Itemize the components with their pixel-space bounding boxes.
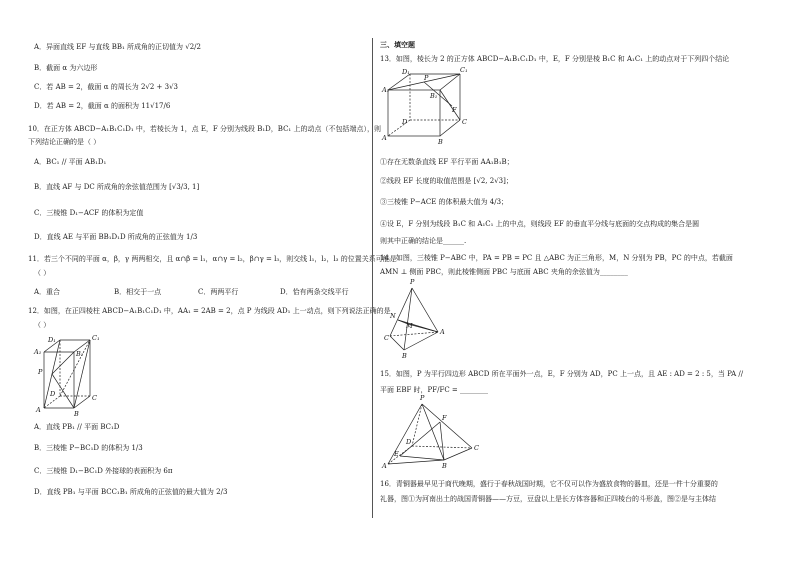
q11-option-c: C．两两平行 xyxy=(198,288,239,296)
q12-option-c: C．三棱锥 D₁−BC₁D 外接球的表面积为 6π xyxy=(34,467,173,475)
q13-answer-prompt: 则其中正确的结论是______. xyxy=(380,237,467,245)
q15-stem-line2: 平面 EBF 时，PF/FC = ________ xyxy=(380,386,489,394)
q12-prism-figure xyxy=(34,334,104,416)
q13-statement-3: ③三棱锥 P−ACE 的体积最大值为 4/3； xyxy=(380,198,509,206)
q10-stem-line2: 下列结论正确的是（ ） xyxy=(28,138,101,146)
q10-option-d: D．直线 AE 与平面 BB₁D₁D 所成角的正弦值为 1/3 xyxy=(34,233,198,241)
q11-option-a: A．重合 xyxy=(34,288,61,296)
q9-option-d: D．若 AB = 2，截面 α 的面积为 11√17/6 xyxy=(34,102,171,110)
q11-option-d: D．恰有两条交线平行 xyxy=(280,288,349,296)
label-a1: A₁ xyxy=(34,348,42,356)
q13-statement-2: ②线段 EF 长度的取值范围是 [√2, 2√3]； xyxy=(380,177,513,185)
label-d1: D₁ xyxy=(402,68,410,76)
label-b: B xyxy=(442,462,447,470)
label-p: P xyxy=(424,74,429,82)
label-m: M xyxy=(406,322,413,330)
label-p: P xyxy=(420,394,425,402)
q9-option-a: A．异面直线 EF 与直线 BB₁ 所成角的正切值为 √2/2 xyxy=(34,43,201,51)
label-a1: A₁ xyxy=(382,86,390,94)
q9-option-b: B．截面 α 为六边形 xyxy=(34,64,98,72)
label-f: F xyxy=(452,106,457,114)
q14-stem-line1: 14．如图，三棱锥 P−ABC 中，PA = PB = PC 且 △ABC 为正三角形，M，N 分别为 PB，PC 的中点，若截面 xyxy=(380,254,733,262)
q13-statement-4: ④设 E，F 分别为线段 B₁C 和 A₁C₁ 上的中点，则线段 EF 的垂直平分线与底面的交点构成的集合是圆 xyxy=(380,220,700,228)
label-b: B xyxy=(402,352,407,360)
q13-cube-figure xyxy=(382,68,468,144)
label-d: D xyxy=(402,118,408,126)
q10-stem-line1: 10．在正方体 ABCD−A₁B₁C₁D₁ 中，若棱长为 1，点 E，F 分别为线段 B₁D，BC₁ 上的动点（不包括端点），则 xyxy=(28,125,381,133)
label-f: F xyxy=(442,414,447,422)
q11-option-b: B．相交于一点 xyxy=(114,288,162,296)
q12-option-b: B．三棱锥 P−BC₁D 的体积为 1/3 xyxy=(34,444,143,452)
label-a: A xyxy=(36,406,41,414)
q10-option-c: C．三棱锥 D₁−ACF 的体积为定值 xyxy=(34,209,144,217)
label-c: C xyxy=(384,334,389,342)
label-c: C xyxy=(474,444,479,452)
q10-option-b: B．直线 AF 与 DC 所成角的余弦值范围为 [√3/3, 1] xyxy=(34,183,200,191)
q15-stem-line1: 15．如图，P 为平行四边形 ABCD 所在平面外一点，E，F 分别为 AD，PC 上一点，且 AE : AD = 2 : 5，当 PA // xyxy=(380,370,744,378)
q12-option-a: A．直线 PB₁ // 平面 BC₁D xyxy=(34,423,120,431)
label-a: A xyxy=(382,462,387,470)
q11-stem-line2: （ ） xyxy=(34,269,51,277)
label-p: P xyxy=(410,278,415,286)
label-c1: C₁ xyxy=(460,66,468,74)
column-divider xyxy=(372,38,373,518)
q13-stem: 13．如图，棱长为 2 的正方体 ABCD−A₁B₁C₁D₁ 中，E，F 分别是棱 B₁C 和 A₁C₁ 上的动点对于下列四个结论 xyxy=(380,55,730,63)
section-title: 三、填空题 xyxy=(380,40,415,49)
label-c: C xyxy=(92,394,97,402)
q14-pyramid-figure xyxy=(384,278,445,360)
label-b: B xyxy=(438,138,443,146)
q16-stem-line2: 礼器，图①为河南出土的战国青铜器——方豆，豆盘以上是长方体容器和正四棱台的斗形盖，图②是与主体结 xyxy=(380,495,716,503)
label-d1: D₁ xyxy=(48,336,56,344)
q12-stem-line1: 12．如图，在正四棱柱 ABCD−A₁B₁C₁D₁ 中，AA₁ = 2AB = 2，点 P 为线段 AD₁ 上一动点，则下列说法正确的是 xyxy=(28,307,391,315)
label-d: D xyxy=(406,438,412,446)
label-a: A xyxy=(440,328,445,336)
q13-statement-1: ①存在无数条直线 EF 平行平面 AA₁B₁B； xyxy=(380,158,514,166)
label-e: E xyxy=(394,450,399,458)
right-column xyxy=(380,0,744,562)
q10-option-a: A．BC₁ // 平面 AB₁D₁ xyxy=(34,158,107,166)
label-d: D xyxy=(50,390,56,398)
label-c: C xyxy=(462,118,467,126)
label-c1: C₁ xyxy=(92,334,100,342)
label-b1: B₁ xyxy=(430,92,438,100)
label-b1: B₁ xyxy=(76,350,84,358)
q15-pyramid-figure xyxy=(382,394,482,470)
label-b: B xyxy=(74,410,79,418)
q12-option-d: D．直线 PB₁ 与平面 BCC₁B₁ 所成角的正弦值的最大值为 2/3 xyxy=(34,488,228,496)
label-p: P xyxy=(38,368,43,376)
q11-stem-line1: 11．若三个不同的平面 α，β，γ 两两相交，且 α∩β = l₁，α∩γ = l₂，β∩γ = l₃，则交线 l₁，l₂，l₃ 的位置关系可能是 xyxy=(28,255,397,263)
q9-option-c: C．若 AB = 2，截面 α 的周长为 2√2 + 3√3 xyxy=(34,83,179,91)
left-column xyxy=(28,0,397,562)
q16-stem-line1: 16．青铜器最早见于商代晚期，盛行于春秋战国时期，它不仅可以作为盛放食物的器皿，还是一件十分重要的 xyxy=(380,480,718,488)
q12-stem-line2: （ ） xyxy=(34,321,51,329)
q14-stem-line2: AMN ⊥ 侧面 PBC，则此棱锥侧面 PBC 与底面 ABC 夹角的余弦值为________ xyxy=(380,268,628,276)
label-a: A xyxy=(382,134,387,142)
label-n: N xyxy=(390,312,396,320)
